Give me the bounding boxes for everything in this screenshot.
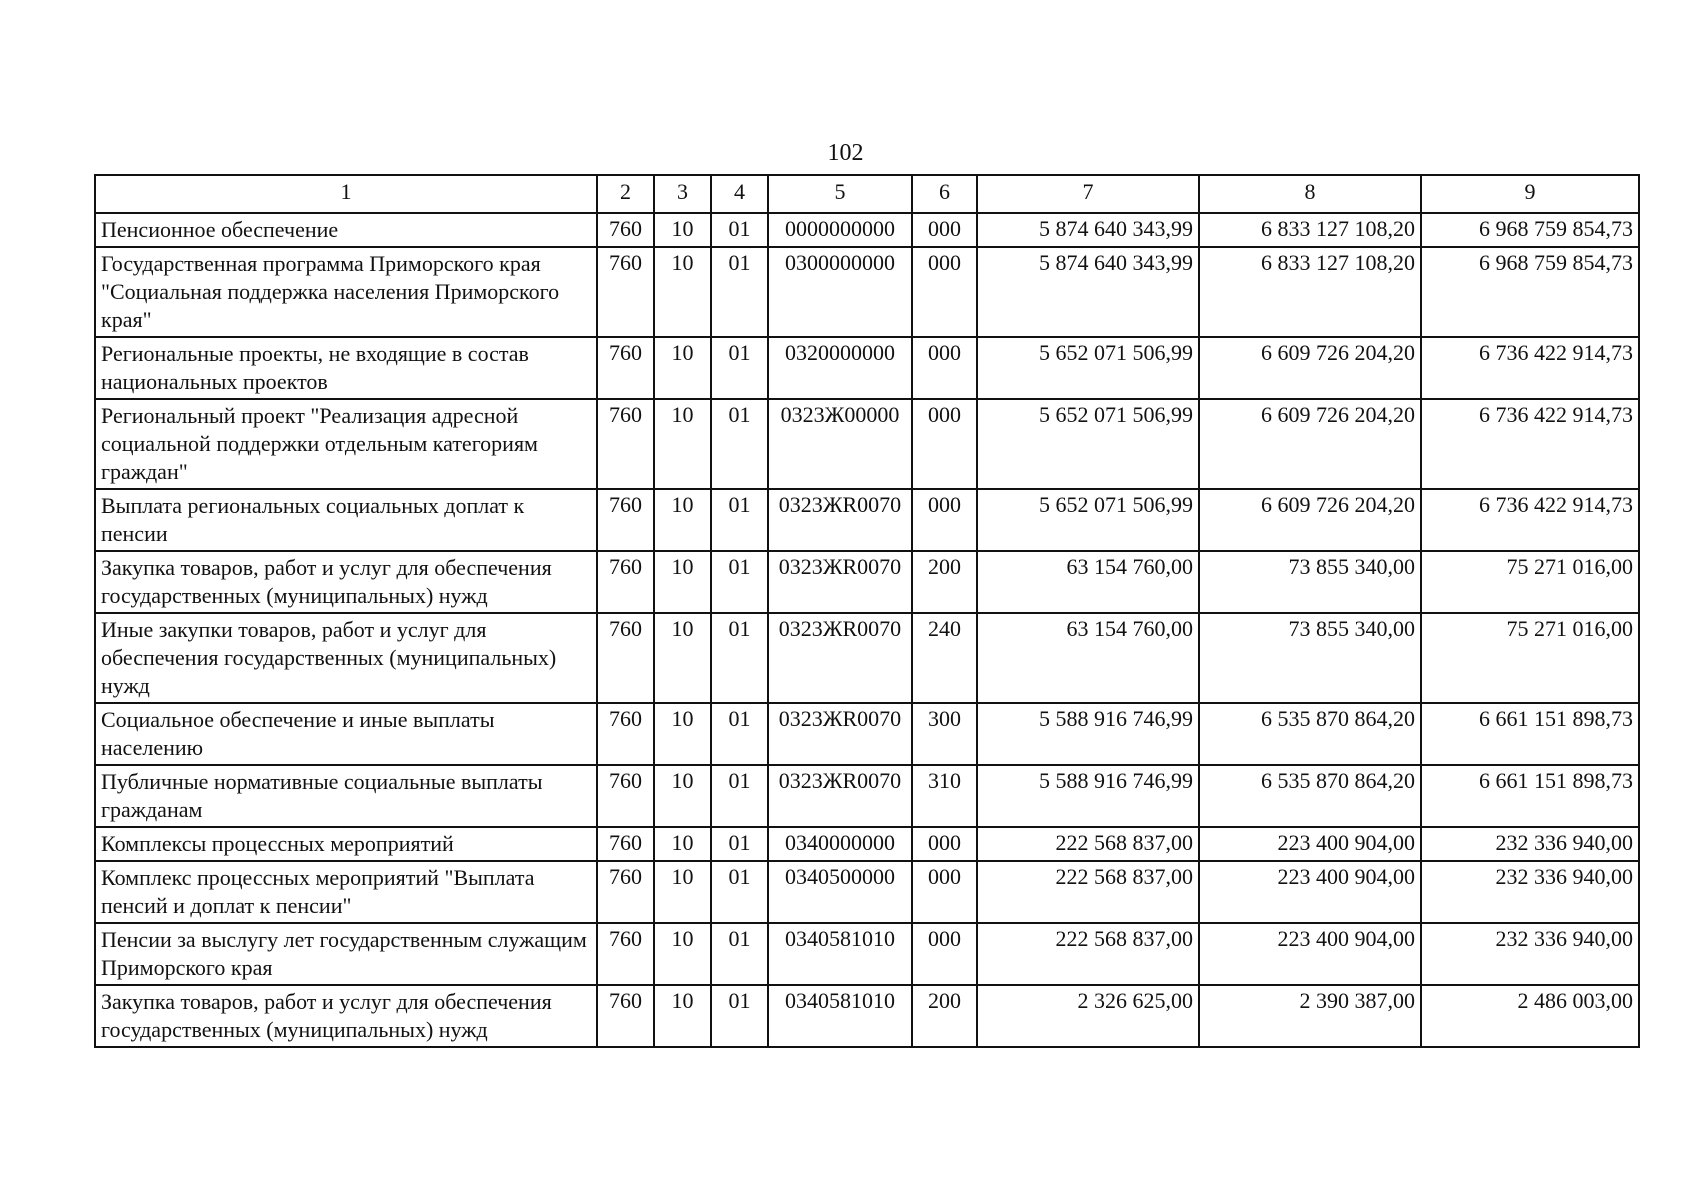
amount-col-7: 5 874 640 343,99 (977, 247, 1199, 337)
code-2: 760 (597, 827, 654, 861)
code-4: 01 (711, 613, 768, 703)
code-2: 760 (597, 337, 654, 399)
target-article-code: 0340000000 (768, 827, 912, 861)
target-article-code: 0323ЖR0070 (768, 489, 912, 551)
code-2: 760 (597, 923, 654, 985)
row-name: Публичные нормативные социальные выплаты гражданам (95, 765, 597, 827)
amount-col-7: 222 568 837,00 (977, 923, 1199, 985)
amount-col-8: 6 609 726 204,20 (1199, 489, 1421, 551)
code-3: 10 (654, 985, 711, 1047)
amount-col-9: 6 736 422 914,73 (1421, 399, 1639, 489)
row-name: Региональный проект "Реализация адресной социальной поддержки отдельным категориям граждан" (95, 399, 597, 489)
code-3: 10 (654, 399, 711, 489)
table-row (95, 337, 1639, 399)
target-article-code: 0323ЖR0070 (768, 703, 912, 765)
row-name: Комплекс процессных мероприятий "Выплата пенсий и доплат к пенсии" (95, 861, 597, 923)
budget-table (94, 174, 1640, 1048)
column-header: 4 (711, 175, 768, 213)
target-article-code: 0323ЖR0070 (768, 551, 912, 613)
amount-col-8: 6 535 870 864,20 (1199, 765, 1421, 827)
amount-col-9: 232 336 940,00 (1421, 923, 1639, 985)
column-header: 5 (768, 175, 912, 213)
code-3: 10 (654, 337, 711, 399)
amount-col-7: 5 652 071 506,99 (977, 489, 1199, 551)
amount-col-7: 5 588 916 746,99 (977, 765, 1199, 827)
target-article-code: 0340581010 (768, 985, 912, 1047)
code-2: 760 (597, 985, 654, 1047)
amount-col-9: 6 661 151 898,73 (1421, 765, 1639, 827)
amount-col-8: 223 400 904,00 (1199, 827, 1421, 861)
amount-col-8: 6 833 127 108,20 (1199, 213, 1421, 247)
amount-col-8: 6 609 726 204,20 (1199, 337, 1421, 399)
table-row (95, 985, 1639, 1047)
code-2: 760 (597, 399, 654, 489)
code-4: 01 (711, 765, 768, 827)
expense-type-code: 000 (912, 247, 977, 337)
column-header: 7 (977, 175, 1199, 213)
code-2: 760 (597, 489, 654, 551)
expense-type-code: 000 (912, 923, 977, 985)
table-row (95, 247, 1639, 337)
amount-col-7: 222 568 837,00 (977, 827, 1199, 861)
amount-col-7: 5 652 071 506,99 (977, 337, 1199, 399)
row-name: Региональные проекты, не входящие в состав национальных проектов (95, 337, 597, 399)
amount-col-7: 5 652 071 506,99 (977, 399, 1199, 489)
target-article-code: 0000000000 (768, 213, 912, 247)
target-article-code: 0323Ж00000 (768, 399, 912, 489)
code-4: 01 (711, 985, 768, 1047)
amount-col-8: 6 833 127 108,20 (1199, 247, 1421, 337)
column-header: 9 (1421, 175, 1639, 213)
table-row (95, 613, 1639, 703)
amount-col-7: 2 326 625,00 (977, 985, 1199, 1047)
column-header: 3 (654, 175, 711, 213)
code-2: 760 (597, 765, 654, 827)
table-row (95, 489, 1639, 551)
row-name: Иные закупки товаров, работ и услуг для обеспечения государственных (муниципальных) нужд (95, 613, 597, 703)
amount-col-9: 6 736 422 914,73 (1421, 489, 1639, 551)
row-name: Пенсии за выслугу лет государственным служащим Приморского края (95, 923, 597, 985)
amount-col-9: 6 968 759 854,73 (1421, 213, 1639, 247)
code-2: 760 (597, 247, 654, 337)
expense-type-code: 000 (912, 827, 977, 861)
amount-col-9: 75 271 016,00 (1421, 613, 1639, 703)
table-row (95, 703, 1639, 765)
code-3: 10 (654, 861, 711, 923)
amount-col-9: 232 336 940,00 (1421, 861, 1639, 923)
row-name: Государственная программа Приморского края "Социальная поддержка населения Приморского края" (95, 247, 597, 337)
code-3: 10 (654, 923, 711, 985)
code-4: 01 (711, 213, 768, 247)
row-name: Комплексы процессных мероприятий (95, 827, 597, 861)
row-name: Закупка товаров, работ и услуг для обеспечения государственных (муниципальных) нужд (95, 551, 597, 613)
code-4: 01 (711, 489, 768, 551)
code-4: 01 (711, 861, 768, 923)
expense-type-code: 000 (912, 489, 977, 551)
row-name: Пенсионное обеспечение (95, 213, 597, 247)
code-3: 10 (654, 827, 711, 861)
amount-col-9: 75 271 016,00 (1421, 551, 1639, 613)
amount-col-8: 2 390 387,00 (1199, 985, 1421, 1047)
code-4: 01 (711, 827, 768, 861)
target-article-code: 0300000000 (768, 247, 912, 337)
expense-type-code: 240 (912, 613, 977, 703)
amount-col-8: 223 400 904,00 (1199, 923, 1421, 985)
code-3: 10 (654, 247, 711, 337)
page-number: 102 (827, 140, 864, 166)
amount-col-7: 63 154 760,00 (977, 613, 1199, 703)
code-4: 01 (711, 923, 768, 985)
header-row (95, 175, 1639, 213)
row-name: Закупка товаров, работ и услуг для обеспечения государственных (муниципальных) нужд (95, 985, 597, 1047)
table-row (95, 861, 1639, 923)
expense-type-code: 000 (912, 861, 977, 923)
column-header: 2 (597, 175, 654, 213)
table-row (95, 827, 1639, 861)
code-2: 760 (597, 861, 654, 923)
code-2: 760 (597, 213, 654, 247)
amount-col-8: 6 609 726 204,20 (1199, 399, 1421, 489)
column-header: 1 (95, 175, 597, 213)
column-header: 8 (1199, 175, 1421, 213)
table-row (95, 213, 1639, 247)
code-4: 01 (711, 337, 768, 399)
code-3: 10 (654, 613, 711, 703)
amount-col-9: 232 336 940,00 (1421, 827, 1639, 861)
amount-col-9: 6 736 422 914,73 (1421, 337, 1639, 399)
code-2: 760 (597, 613, 654, 703)
amount-col-8: 73 855 340,00 (1199, 613, 1421, 703)
expense-type-code: 200 (912, 985, 977, 1047)
table-row (95, 923, 1639, 985)
expense-type-code: 310 (912, 765, 977, 827)
code-2: 760 (597, 703, 654, 765)
amount-col-8: 223 400 904,00 (1199, 861, 1421, 923)
expense-type-code: 000 (912, 399, 977, 489)
code-3: 10 (654, 489, 711, 551)
expense-type-code: 000 (912, 213, 977, 247)
code-3: 10 (654, 765, 711, 827)
amount-col-7: 63 154 760,00 (977, 551, 1199, 613)
expense-type-code: 000 (912, 337, 977, 399)
target-article-code: 0340581010 (768, 923, 912, 985)
amount-col-9: 6 968 759 854,73 (1421, 247, 1639, 337)
row-name: Социальное обеспечение и иные выплаты населению (95, 703, 597, 765)
amount-col-9: 2 486 003,00 (1421, 985, 1639, 1047)
code-4: 01 (711, 551, 768, 613)
expense-type-code: 200 (912, 551, 977, 613)
amount-col-8: 73 855 340,00 (1199, 551, 1421, 613)
code-3: 10 (654, 551, 711, 613)
target-article-code: 0323ЖR0070 (768, 765, 912, 827)
target-article-code: 0320000000 (768, 337, 912, 399)
target-article-code: 0340500000 (768, 861, 912, 923)
column-header: 6 (912, 175, 977, 213)
row-name: Выплата региональных социальных доплат к пенсии (95, 489, 597, 551)
expense-type-code: 300 (912, 703, 977, 765)
table-row (95, 399, 1639, 489)
table-row (95, 765, 1639, 827)
code-4: 01 (711, 399, 768, 489)
amount-col-8: 6 535 870 864,20 (1199, 703, 1421, 765)
target-article-code: 0323ЖR0070 (768, 613, 912, 703)
code-3: 10 (654, 213, 711, 247)
code-2: 760 (597, 551, 654, 613)
amount-col-7: 5 874 640 343,99 (977, 213, 1199, 247)
table-row (95, 551, 1639, 613)
code-4: 01 (711, 247, 768, 337)
amount-col-7: 5 588 916 746,99 (977, 703, 1199, 765)
amount-col-9: 6 661 151 898,73 (1421, 703, 1639, 765)
code-4: 01 (711, 703, 768, 765)
code-3: 10 (654, 703, 711, 765)
amount-col-7: 222 568 837,00 (977, 861, 1199, 923)
